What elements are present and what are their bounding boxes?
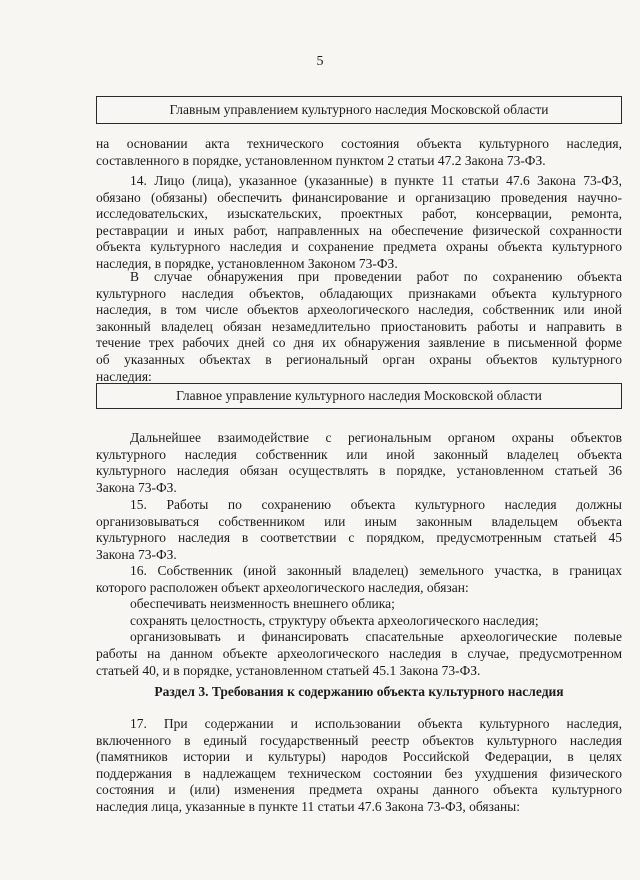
list-item: обеспечивать неизменность внешнего облика; <box>130 596 395 612</box>
text-line: объекта культурного наследия и сохранение предмета охраны объекта культурного <box>96 239 622 255</box>
paragraph-interaction <box>96 430 622 496</box>
text-line: поддержания в надлежащем техническом состоянии без ухудшения физического <box>96 765 622 781</box>
text-line: исследовательских, изыскательских, проектных работ, консервации, ремонта, <box>96 206 622 222</box>
authority-box-1: Главным управлением культурного наследия Московской области <box>96 96 622 124</box>
text-line: включенного в единый государственный реестр объектов культурного наследия <box>96 732 622 748</box>
text-line: наследия, в том числе объектов археологического наследия, собственник или иной <box>96 302 622 318</box>
text-line: реставрации и иных работ, направленных на обеспечение физической сохранности <box>96 222 622 238</box>
text-line: 16. Собственник (иной законный владелец) земельного участка, в границах <box>130 563 622 578</box>
text-line: культурного наследия объектов, обладающих признаками объекта культурного <box>96 285 622 301</box>
text-line: наследия лица, указанные в пункте 11 статьи 47.6 Закона 73-ФЗ, обязаны: <box>96 798 521 814</box>
paragraph-discovery <box>96 269 622 385</box>
text-line: статьей 40, и в порядке, установленном статьей 45.1 Закона 73-ФЗ. <box>96 662 481 678</box>
list-item: организовывать и финансировать спасательные археологические полевые <box>130 629 622 645</box>
text-line: работы на данном объекте археологического наследия в случае, предусмотренном <box>96 645 622 661</box>
text-line: наследия: <box>96 368 152 384</box>
text-line: организовываться собственником или иным законным владельцем объекта <box>96 513 622 529</box>
text-line: В случае обнаружения при проведении работ по сохранению объекта <box>130 269 622 284</box>
text-line: 15. Работы по сохранению объекта культурного наследия должны <box>130 497 622 512</box>
text-line: обязано (обязаны) обеспечить финансирование и организацию проведения научно- <box>96 189 622 205</box>
paragraph-17 <box>96 716 622 816</box>
text-line: состояния и (или) изменения предмета охраны данного объекта культурного <box>96 782 622 798</box>
text-line: течение трех рабочих дней со дня их обнаружения заявление в письменной форме <box>96 335 622 351</box>
text-line: (памятников истории и культуры) народов Российской Федерации, в целях <box>96 749 622 765</box>
text-line: наследия, в порядке, установленном Законом 73-ФЗ. <box>96 255 398 271</box>
text-line: законный владелец обязан незамедлительно приостановить работы и направить в <box>96 318 622 334</box>
text-line: на основании акта технического состояния объекта культурного наследия, <box>96 136 622 151</box>
text-line: составленного в порядке, установленном пунктом 2 статьи 47.2 Закона 73-ФЗ. <box>96 152 546 168</box>
text-line: культурного наследия обязан осуществлять в порядке, установленном статьей 36 <box>96 463 622 479</box>
section-title: Раздел 3. Требования к содержанию объекта культурного наследия <box>154 684 564 699</box>
text-line: Закона 73-ФЗ. <box>96 479 177 495</box>
paragraph-14 <box>96 173 622 273</box>
text-line: 17. При содержании и использовании объекта культурного наследия, <box>130 716 622 731</box>
text-line: Закона 73-ФЗ. <box>96 546 177 562</box>
authority-box-2: Главное управление культурного наследия Московской области <box>96 383 622 409</box>
text-line: культурного наследия собственник или иной законный владелец объекта <box>96 446 622 462</box>
text-line: об указанных объектах в региональный орган охраны объектов культурного <box>96 351 622 367</box>
text-line: 14. Лицо (лица), указанное (указанные) в пункте 11 статьи 47.6 Закона 73-ФЗ, <box>130 173 622 188</box>
paragraph-15 <box>96 497 622 563</box>
page-number: 5 <box>316 54 324 69</box>
paragraph-1 <box>96 136 622 169</box>
text-line: которого расположен объект археологического наследия, обязан: <box>96 579 469 595</box>
text-line: Дальнейшее взаимодействие с региональным органом охраны объектов <box>130 430 622 445</box>
list-item: сохранять целостность, структуру объекта археологического наследия; <box>130 612 539 628</box>
text-line: культурного наследия в соответствии с порядком, предусмотренным статьей 45 <box>96 530 622 546</box>
paragraph-16 <box>96 563 622 679</box>
